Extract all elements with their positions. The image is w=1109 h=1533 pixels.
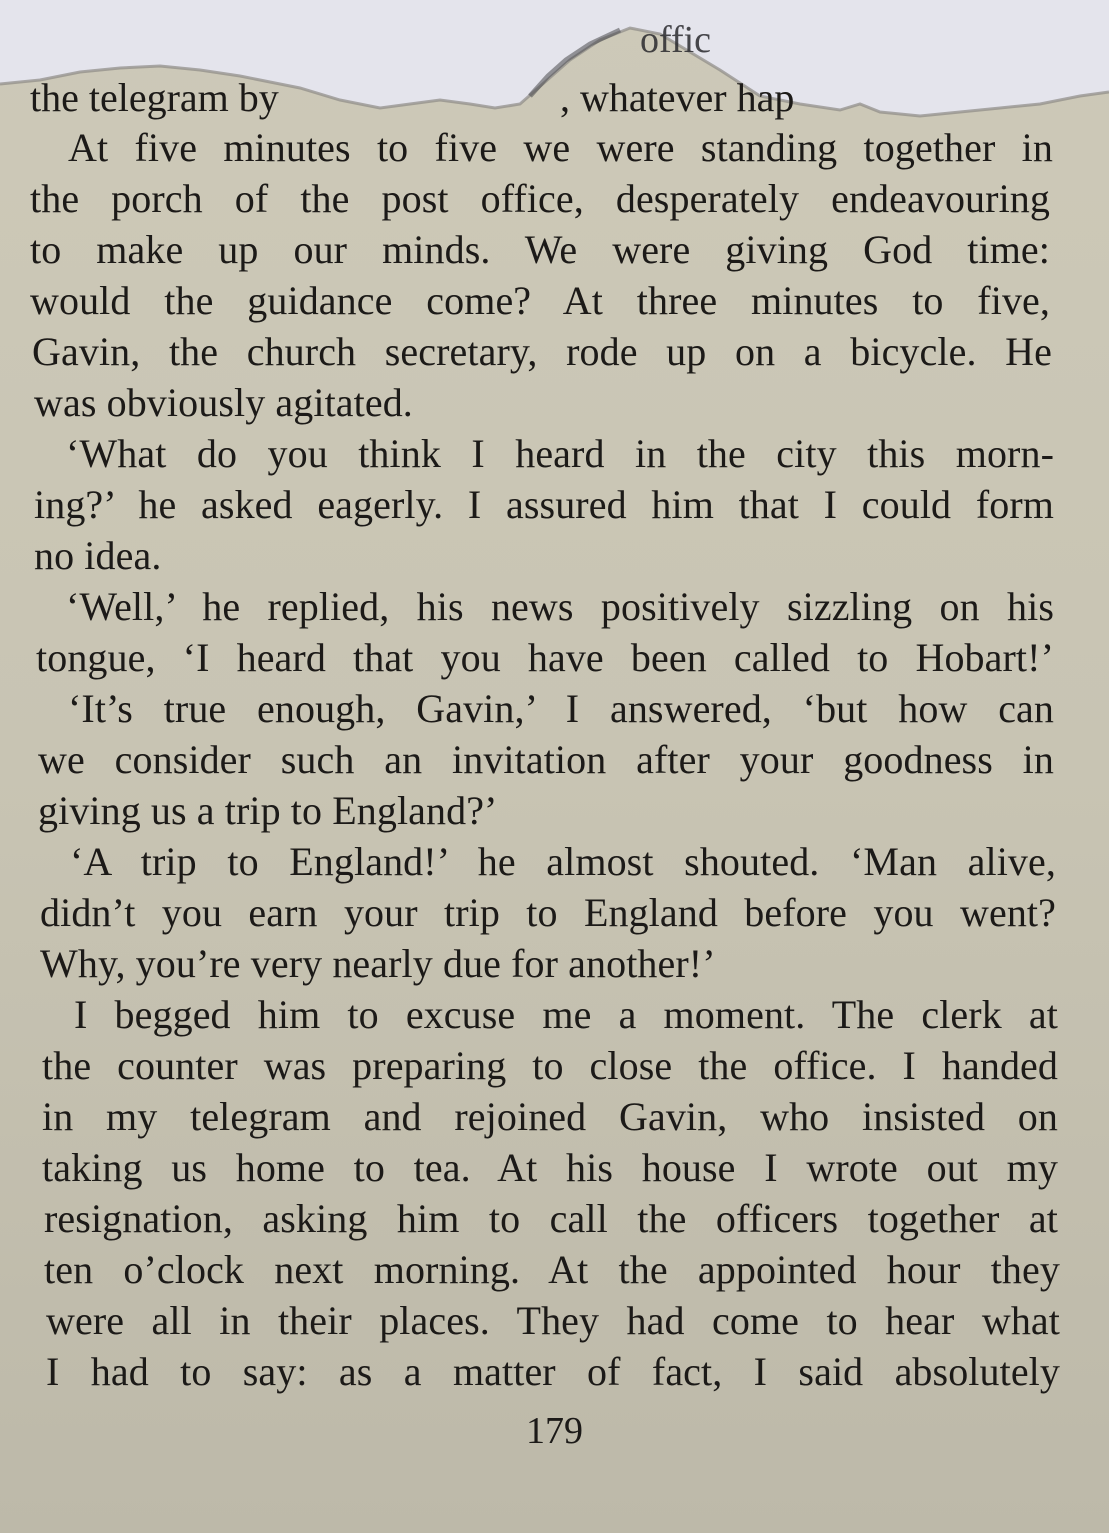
text-line: to make up our minds. We were giving God time: <box>30 227 1050 272</box>
text-line: we consider such an invitation after your goodness in <box>38 737 1054 782</box>
text-line: Why, you’re very nearly due for another!’ <box>40 941 716 986</box>
text-line: ‘What do you think I heard in the city this morn- <box>66 431 1054 476</box>
text-line: taking us home to tea. At his house I wrote out my <box>42 1145 1058 1190</box>
text-line: no idea. <box>34 533 162 578</box>
text-line: were all in their places. They had come to hear what <box>46 1298 1060 1343</box>
text-line: in my telegram and rejoined Gavin, who insisted on <box>42 1094 1058 1139</box>
text-line: I had to say: as a matter of fact, I said absolutely <box>46 1349 1060 1394</box>
text-line: I begged him to excuse me a moment. The clerk at <box>74 992 1058 1037</box>
text-line: the porch of the post office, desperately endeavouring <box>30 176 1050 221</box>
text-line: ‘Well,’ he replied, his news positively sizzling on his <box>66 584 1054 629</box>
text-line: the counter was preparing to close the office. I handed <box>42 1043 1058 1088</box>
text-line: ‘A trip to England!’ he almost shouted. ‘Man alive, <box>70 839 1056 884</box>
torn-fragment-right: , whatever hap <box>560 75 795 120</box>
text-line: would the guidance come? At three minutes to five, <box>30 278 1050 323</box>
text-line: ten o’clock next morning. At the appointed hour they <box>44 1247 1060 1292</box>
text-line: ‘It’s true enough, Gavin,’ I answered, ‘but how can <box>68 686 1054 731</box>
text-line: Gavin, the church secretary, rode up on a bicycle. He <box>32 329 1052 374</box>
torn-fragment-top <box>640 14 711 66</box>
text-line: ing?’ he asked eagerly. I assured him that I could form <box>34 482 1054 527</box>
torn-fragment-left: the telegram by <box>30 75 279 120</box>
torn-fragment-line <box>30 72 279 124</box>
torn-fragment-text: offic <box>640 19 712 61</box>
torn-fragment-line-right <box>560 72 794 124</box>
text-line: At five minutes to five we were standing together in <box>68 125 1053 170</box>
text-line: resignation, asking him to call the officers together at <box>44 1196 1058 1241</box>
text-line: was obviously agitated. <box>34 380 413 425</box>
page-number: 179 <box>526 1410 583 1452</box>
text-line: didn’t you earn your trip to England before you went? <box>40 890 1056 935</box>
text-line: giving us a trip to England?’ <box>38 788 498 833</box>
text-line: tongue, ‘I heard that you have been called to Hobart!’ <box>36 635 1054 680</box>
